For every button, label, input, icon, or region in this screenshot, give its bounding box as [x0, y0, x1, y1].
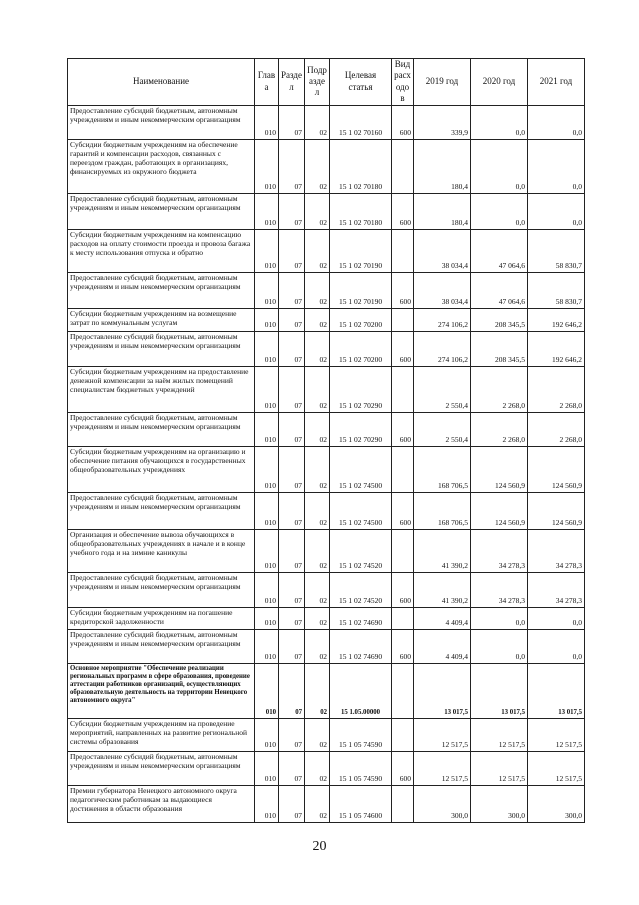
row-2020-cell: 47 064,6 — [471, 273, 528, 309]
row-2019-cell: 180,4 — [414, 140, 471, 194]
row-2019-cell: 168 706,5 — [414, 447, 471, 493]
row-subsection-cell: 02 — [305, 106, 330, 140]
row-2020-cell: 208 345,5 — [471, 309, 528, 332]
row-2019-cell: 180,4 — [414, 194, 471, 230]
row-subsection-cell: 02 — [305, 413, 330, 447]
row-2020-cell: 12 517,5 — [471, 719, 528, 752]
row-chapter-cell: 010 — [255, 608, 279, 630]
row-2021-cell: 58 830,7 — [528, 230, 585, 273]
row-section-cell: 07 — [279, 230, 305, 273]
row-section-cell: 07 — [279, 332, 305, 367]
table-row — [68, 367, 585, 413]
row-expense-type-cell: 600 — [392, 752, 414, 786]
row-2020-cell: 34 278,3 — [471, 530, 528, 573]
table-row — [68, 752, 585, 786]
table-row — [68, 786, 585, 823]
page-number: 20 — [312, 839, 327, 854]
row-article-cell: 15 1 02 70180 — [330, 140, 392, 194]
row-subsection-cell: 02 — [305, 447, 330, 493]
row-2021-cell: 0,0 — [528, 106, 585, 140]
row-expense-type-cell: 600 — [392, 630, 414, 664]
row-subsection-cell: 02 — [305, 194, 330, 230]
row-subsection-cell: 02 — [305, 309, 330, 332]
row-subsection-cell: 02 — [305, 230, 330, 273]
row-2020-cell: 0,0 — [471, 140, 528, 194]
row-expense-type-cell — [392, 530, 414, 573]
row-expense-type-cell: 600 — [392, 413, 414, 447]
row-2021-cell: 34 278,3 — [528, 530, 585, 573]
row-2021-cell: 12 517,5 — [528, 719, 585, 752]
table-row — [68, 332, 585, 367]
row-subsection-cell: 02 — [305, 752, 330, 786]
row-subsection-cell: 02 — [305, 630, 330, 664]
row-article-cell: 15 1 02 74500 — [330, 447, 392, 493]
row-subsection-cell: 02 — [305, 530, 330, 573]
row-2021-cell: 192 646,2 — [528, 309, 585, 332]
row-2019-cell: 41 390,2 — [414, 573, 471, 608]
header-article: Целевая статья — [330, 59, 392, 106]
row-2021-cell: 13 017,5 — [528, 664, 585, 719]
row-2020-cell: 34 278,3 — [471, 573, 528, 608]
row-chapter-cell: 010 — [255, 273, 279, 309]
table-row — [68, 106, 585, 140]
row-expense-type-cell: 600 — [392, 573, 414, 608]
header-expense-type: Вид расходов — [392, 59, 414, 106]
table-row — [68, 447, 585, 493]
header-2021: 2021 год — [528, 59, 585, 106]
row-name-cell: Предоставление субсидий бюджетным, автономным учреждениям и иным некоммерческим организациям — [68, 194, 255, 230]
row-section-cell: 07 — [279, 309, 305, 332]
row-2020-cell: 0,0 — [471, 194, 528, 230]
table-header — [68, 59, 585, 106]
header-name: Наименование — [68, 59, 255, 106]
row-2020-cell: 124 560,9 — [471, 493, 528, 530]
row-subsection-cell: 02 — [305, 493, 330, 530]
row-chapter-cell: 010 — [255, 719, 279, 752]
row-section-cell: 07 — [279, 786, 305, 823]
row-expense-type-cell — [392, 309, 414, 332]
header-subsection: Подраздел — [305, 59, 330, 106]
row-name-cell: Субсидии бюджетным учреждениям на обеспечение гарантий и компенсации расходов, связанных с переездом граждан, работающих в организациях, финансируемых из окружного бюджета — [68, 140, 255, 194]
row-article-cell: 15 1 02 70290 — [330, 367, 392, 413]
row-expense-type-cell: 600 — [392, 332, 414, 367]
row-2020-cell: 13 017,5 — [471, 664, 528, 719]
header-2020: 2020 год — [471, 59, 528, 106]
table-row — [68, 413, 585, 447]
table-row — [68, 608, 585, 630]
row-2021-cell: 124 560,9 — [528, 447, 585, 493]
row-name-cell: Субсидии бюджетным учреждениям на компенсацию расходов на оплату стоимости проезда и провоза багажа к месту использования отпуска и обратно — [68, 230, 255, 273]
row-2020-cell: 0,0 — [471, 608, 528, 630]
row-name-cell: Предоставление субсидий бюджетным, автономным учреждениям и иным некоммерческим организациям — [68, 332, 255, 367]
row-section-cell: 07 — [279, 493, 305, 530]
row-2019-cell: 168 706,5 — [414, 493, 471, 530]
row-chapter-cell: 010 — [255, 194, 279, 230]
row-chapter-cell: 010 — [255, 230, 279, 273]
row-section-cell: 07 — [279, 608, 305, 630]
row-chapter-cell: 010 — [255, 367, 279, 413]
row-section-cell: 07 — [279, 106, 305, 140]
row-chapter-cell: 010 — [255, 530, 279, 573]
row-section-cell: 07 — [279, 367, 305, 413]
table-row — [68, 630, 585, 664]
row-article-cell: 15 1.05.00000 — [330, 664, 392, 719]
row-2021-cell: 58 830,7 — [528, 273, 585, 309]
row-2020-cell: 2 268,0 — [471, 367, 528, 413]
row-expense-type-cell: 600 — [392, 106, 414, 140]
row-name-cell: Субсидии бюджетным учреждениям на предоставление денежной компенсации за наём жилых помещений специалистам бюджетных учреждений — [68, 367, 255, 413]
row-name-cell: Предоставление субсидий бюджетным, автономным учреждениям и иным некоммерческим организациям — [68, 106, 255, 140]
row-2019-cell: 300,0 — [414, 786, 471, 823]
row-name-cell: Субсидии бюджетным учреждениям на погашение кредиторской задолженности — [68, 608, 255, 630]
row-section-cell: 07 — [279, 573, 305, 608]
row-2020-cell: 47 064,6 — [471, 230, 528, 273]
row-2020-cell: 208 345,5 — [471, 332, 528, 367]
header-2019: 2019 год — [414, 59, 471, 106]
row-2021-cell: 0,0 — [528, 194, 585, 230]
row-expense-type-cell — [392, 664, 414, 719]
row-article-cell: 15 1 02 70160 — [330, 106, 392, 140]
row-2019-cell: 4 409,4 — [414, 630, 471, 664]
row-article-cell: 15 1 02 70190 — [330, 273, 392, 309]
row-2021-cell: 0,0 — [528, 630, 585, 664]
header-section: Раздел — [279, 59, 305, 106]
row-2020-cell: 0,0 — [471, 106, 528, 140]
row-section-cell: 07 — [279, 630, 305, 664]
row-name-cell: Предоставление субсидий бюджетным, автономным учреждениям и иным некоммерческим организациям — [68, 752, 255, 786]
header-chapter: Глава — [255, 59, 279, 106]
row-expense-type-cell: 600 — [392, 273, 414, 309]
row-2021-cell: 12 517,5 — [528, 752, 585, 786]
row-article-cell: 15 1 02 74500 — [330, 493, 392, 530]
row-subsection-cell: 02 — [305, 367, 330, 413]
row-article-cell: 15 1 02 74690 — [330, 608, 392, 630]
row-expense-type-cell — [392, 140, 414, 194]
row-2019-cell: 339,9 — [414, 106, 471, 140]
row-section-cell: 07 — [279, 752, 305, 786]
row-article-cell: 15 1 02 74690 — [330, 630, 392, 664]
row-subsection-cell: 02 — [305, 332, 330, 367]
row-chapter-cell: 010 — [255, 573, 279, 608]
table-body — [68, 106, 585, 823]
row-chapter-cell: 010 — [255, 752, 279, 786]
table-row — [68, 493, 585, 530]
row-2019-cell: 13 017,5 — [414, 664, 471, 719]
row-2019-cell: 4 409,4 — [414, 608, 471, 630]
row-name-cell: Предоставление субсидий бюджетным, автономным учреждениям и иным некоммерческим организациям — [68, 413, 255, 447]
row-section-cell: 07 — [279, 530, 305, 573]
table-row — [68, 309, 585, 332]
row-2021-cell: 192 646,2 — [528, 332, 585, 367]
table-row — [68, 719, 585, 752]
row-subsection-cell: 02 — [305, 719, 330, 752]
row-2020-cell: 0,0 — [471, 630, 528, 664]
row-expense-type-cell — [392, 230, 414, 273]
row-expense-type-cell: 600 — [392, 493, 414, 530]
row-article-cell: 15 1 05 74590 — [330, 752, 392, 786]
row-chapter-cell: 010 — [255, 493, 279, 530]
row-name-cell: Субсидии бюджетным учреждениям на возмещение затрат по коммунальным услугам — [68, 309, 255, 332]
row-chapter-cell: 010 — [255, 664, 279, 719]
row-article-cell: 15 1 02 70200 — [330, 309, 392, 332]
row-chapter-cell: 010 — [255, 447, 279, 493]
table-row — [68, 194, 585, 230]
row-article-cell: 15 1 02 70180 — [330, 194, 392, 230]
table-row — [68, 140, 585, 194]
row-2020-cell: 2 268,0 — [471, 413, 528, 447]
row-name-cell: Премии губернатора Ненецкого автономного округа педагогическим работникам за выдающиеся достижения в области образования — [68, 786, 255, 823]
row-2021-cell: 2 268,0 — [528, 367, 585, 413]
row-2020-cell: 300,0 — [471, 786, 528, 823]
row-article-cell: 15 1 05 74590 — [330, 719, 392, 752]
row-expense-type-cell — [392, 447, 414, 493]
row-section-cell: 07 — [279, 719, 305, 752]
row-2019-cell: 2 550,4 — [414, 367, 471, 413]
row-name-cell: Основное мероприятие "Обеспечение реализации региональных программ в сфере образования, проведение аттестации работников организаций, осуществляющих образовательную деятельность на территории Ненецкого автономного округа" — [68, 664, 255, 719]
table-row — [68, 273, 585, 309]
row-article-cell: 15 1 02 70200 — [330, 332, 392, 367]
row-expense-type-cell — [392, 367, 414, 413]
row-article-cell: 15 1 02 70190 — [330, 230, 392, 273]
row-chapter-cell: 010 — [255, 630, 279, 664]
row-2019-cell: 12 517,5 — [414, 752, 471, 786]
row-expense-type-cell — [392, 786, 414, 823]
table-row — [68, 530, 585, 573]
row-chapter-cell: 010 — [255, 332, 279, 367]
row-chapter-cell: 010 — [255, 140, 279, 194]
row-article-cell: 15 1 02 74520 — [330, 530, 392, 573]
row-expense-type-cell — [392, 719, 414, 752]
row-expense-type-cell: 600 — [392, 194, 414, 230]
row-chapter-cell: 010 — [255, 309, 279, 332]
row-expense-type-cell — [392, 608, 414, 630]
row-subsection-cell: 02 — [305, 273, 330, 309]
row-name-cell: Предоставление субсидий бюджетным, автономным учреждениям и иным некоммерческим организациям — [68, 493, 255, 530]
row-2019-cell: 274 106,2 — [414, 309, 471, 332]
table-row — [68, 664, 585, 719]
row-2019-cell: 38 034,4 — [414, 273, 471, 309]
row-article-cell: 15 1 02 74520 — [330, 573, 392, 608]
row-name-cell: Предоставление субсидий бюджетным, автономным учреждениям и иным некоммерческим организациям — [68, 273, 255, 309]
row-2019-cell: 12 517,5 — [414, 719, 471, 752]
row-subsection-cell: 02 — [305, 573, 330, 608]
row-subsection-cell: 02 — [305, 608, 330, 630]
row-article-cell: 15 1 02 70290 — [330, 413, 392, 447]
row-2021-cell: 0,0 — [528, 608, 585, 630]
row-section-cell: 07 — [279, 413, 305, 447]
row-subsection-cell: 02 — [305, 664, 330, 719]
row-subsection-cell: 02 — [305, 786, 330, 823]
row-name-cell: Субсидии бюджетным учреждениям на организацию и обеспечение питания обучающихся в государственных общеобразовательных учреждениях — [68, 447, 255, 493]
table-row — [68, 230, 585, 273]
row-2020-cell: 124 560,9 — [471, 447, 528, 493]
row-name-cell: Организация и обеспечение вывоза обучающихся в общеобразовательных учреждениях в начале и в конце учебного года и на зимние каникулы — [68, 530, 255, 573]
row-section-cell: 07 — [279, 664, 305, 719]
budget-table — [67, 58, 585, 823]
row-chapter-cell: 010 — [255, 786, 279, 823]
row-2019-cell: 38 034,4 — [414, 230, 471, 273]
row-2021-cell: 2 268,0 — [528, 413, 585, 447]
row-section-cell: 07 — [279, 194, 305, 230]
row-section-cell: 07 — [279, 273, 305, 309]
row-2021-cell: 124 560,9 — [528, 493, 585, 530]
table-row — [68, 573, 585, 608]
row-2019-cell: 2 550,4 — [414, 413, 471, 447]
row-2020-cell: 12 517,5 — [471, 752, 528, 786]
row-section-cell: 07 — [279, 140, 305, 194]
row-2021-cell: 300,0 — [528, 786, 585, 823]
row-section-cell: 07 — [279, 447, 305, 493]
row-chapter-cell: 010 — [255, 106, 279, 140]
row-2021-cell: 0,0 — [528, 140, 585, 194]
row-name-cell: Предоставление субсидий бюджетным, автономным учреждениям и иным некоммерческим организациям — [68, 573, 255, 608]
row-2021-cell: 34 278,3 — [528, 573, 585, 608]
row-name-cell: Субсидии бюджетным учреждениям на проведение мероприятий, направленных на развитие региональной системы образования — [68, 719, 255, 752]
row-2019-cell: 274 106,2 — [414, 332, 471, 367]
row-chapter-cell: 010 — [255, 413, 279, 447]
row-2019-cell: 41 390,2 — [414, 530, 471, 573]
row-article-cell: 15 1 05 74600 — [330, 786, 392, 823]
row-subsection-cell: 02 — [305, 140, 330, 194]
row-name-cell: Предоставление субсидий бюджетным, автономным учреждениям и иным некоммерческим организациям — [68, 630, 255, 664]
